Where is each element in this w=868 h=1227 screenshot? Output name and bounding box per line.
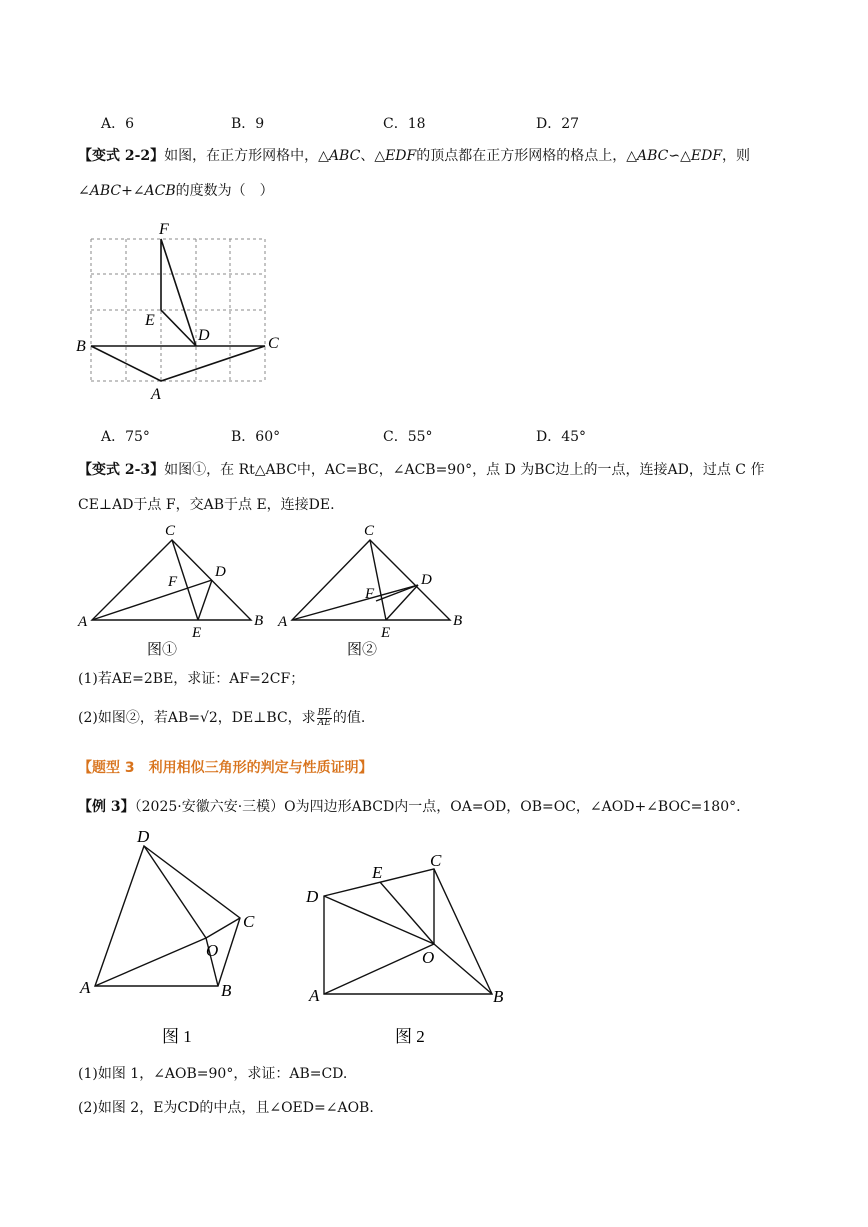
ex3-fig2-label-E: E: [372, 863, 383, 882]
label-C: C: [268, 335, 279, 352]
ex3-figure-2: [300, 840, 520, 1050]
label-E: E: [145, 312, 155, 329]
ex3-statement: 【例 3】（2025·安徽六安·三模）O为四边形ABCD内一点，OA=OD，OB=OC，∠AOD+∠BOC=180°.: [78, 799, 741, 815]
ex3-fig1-label-O: O: [206, 941, 219, 960]
ex3-fig1-label-B: B: [221, 981, 232, 1000]
ex3-tag: 【例 3】: [78, 799, 135, 815]
v23-question-1: (1)若AE=2BE，求证：AF=2CF；: [78, 671, 305, 687]
ex3-fig1-caption: 图 1: [162, 1027, 192, 1046]
label-D: D: [198, 327, 210, 344]
v23-question-2: (2)如图②，若AB=√2，DE⊥BC，求 $\frac{BE}{AE}$ 的值.: [78, 707, 366, 728]
v22-grid-figure: [70, 215, 300, 405]
ex3-fig1-label-A: A: [80, 978, 91, 997]
ex3-fig1-label-D: D: [137, 827, 150, 846]
label-F: F: [159, 221, 169, 238]
fig1-label-C: C: [165, 523, 176, 539]
ex3-fig2-label-A: A: [309, 986, 320, 1005]
option-b: B．9: [231, 116, 265, 132]
fig2-label-F: F: [365, 586, 375, 602]
v22-tag: 【变式 2-2】: [78, 148, 165, 164]
v23-figure-2: [270, 518, 470, 663]
label-B: B: [76, 338, 86, 355]
fig2-label-B: B: [453, 613, 463, 629]
v23-tag: 【变式 2-3】: [78, 462, 165, 478]
ex3-fig2-caption: 图 2: [395, 1027, 425, 1046]
v22-option-b: B．60°: [231, 429, 281, 445]
fig1-label-B: B: [254, 613, 264, 629]
fig2-label-C: C: [364, 523, 375, 539]
ex3-fig2-label-O: O: [422, 948, 435, 967]
fig1-label-E: E: [192, 625, 202, 641]
section-3-title: 【题型 3 利用相似三角形的判定与性质证明】: [78, 760, 373, 776]
v22-line1: 【变式 2-2】如图，在正方形网格中，△ABC、△EDF的顶点都在正方形网格的格点上，△ABC∽△EDF，则: [78, 148, 751, 164]
fig1-label-D: D: [215, 564, 226, 580]
fig2-label-E: E: [381, 625, 391, 641]
option-d: D．27: [536, 116, 580, 132]
ex3-fig2-label-D: D: [306, 887, 319, 906]
v22-option-c: C．55°: [383, 429, 433, 445]
v23-figure-1: [70, 518, 270, 663]
fig1-label-F: F: [168, 574, 178, 590]
fraction-be-ae: $\frac{BE}{AE}$: [317, 707, 331, 728]
v22-option-d: D．45°: [536, 429, 587, 445]
fig2-label-D: D: [421, 572, 432, 588]
ex3-question-1: (1)如图 1，∠AOB=90°，求证：AB=CD.: [78, 1066, 348, 1082]
ex3-question-2: (2)如图 2，E为CD的中点，且∠OED=∠AOB.: [78, 1100, 374, 1116]
ex3-figure-1: [70, 820, 270, 1050]
v22-option-a: A．75°: [101, 429, 150, 445]
ex3-fig2-label-B: B: [493, 987, 504, 1006]
fig1-caption: 图①: [147, 642, 178, 658]
label-A: A: [151, 386, 161, 403]
option-a: A．6: [101, 116, 135, 132]
fig1-label-A: A: [78, 614, 88, 630]
v23-line2: CE⊥AD于点 F，交AB于点 E，连接DE.: [78, 497, 335, 513]
option-c: C．18: [383, 116, 426, 132]
ex3-fig2-label-C: C: [430, 851, 442, 870]
fig2-caption: 图②: [347, 642, 378, 658]
fig2-label-A: A: [278, 614, 288, 630]
v23-line1: 【变式 2-3】如图①，在 Rt△ABC中，AC=BC，∠ACB=90°，点 D 为BC边上的一点，连接AD，过点 C 作: [78, 462, 765, 478]
v22-line2: ∠ABC+∠ACB的度数为（ ）: [78, 183, 274, 199]
ex3-fig1-label-C: C: [243, 912, 255, 931]
